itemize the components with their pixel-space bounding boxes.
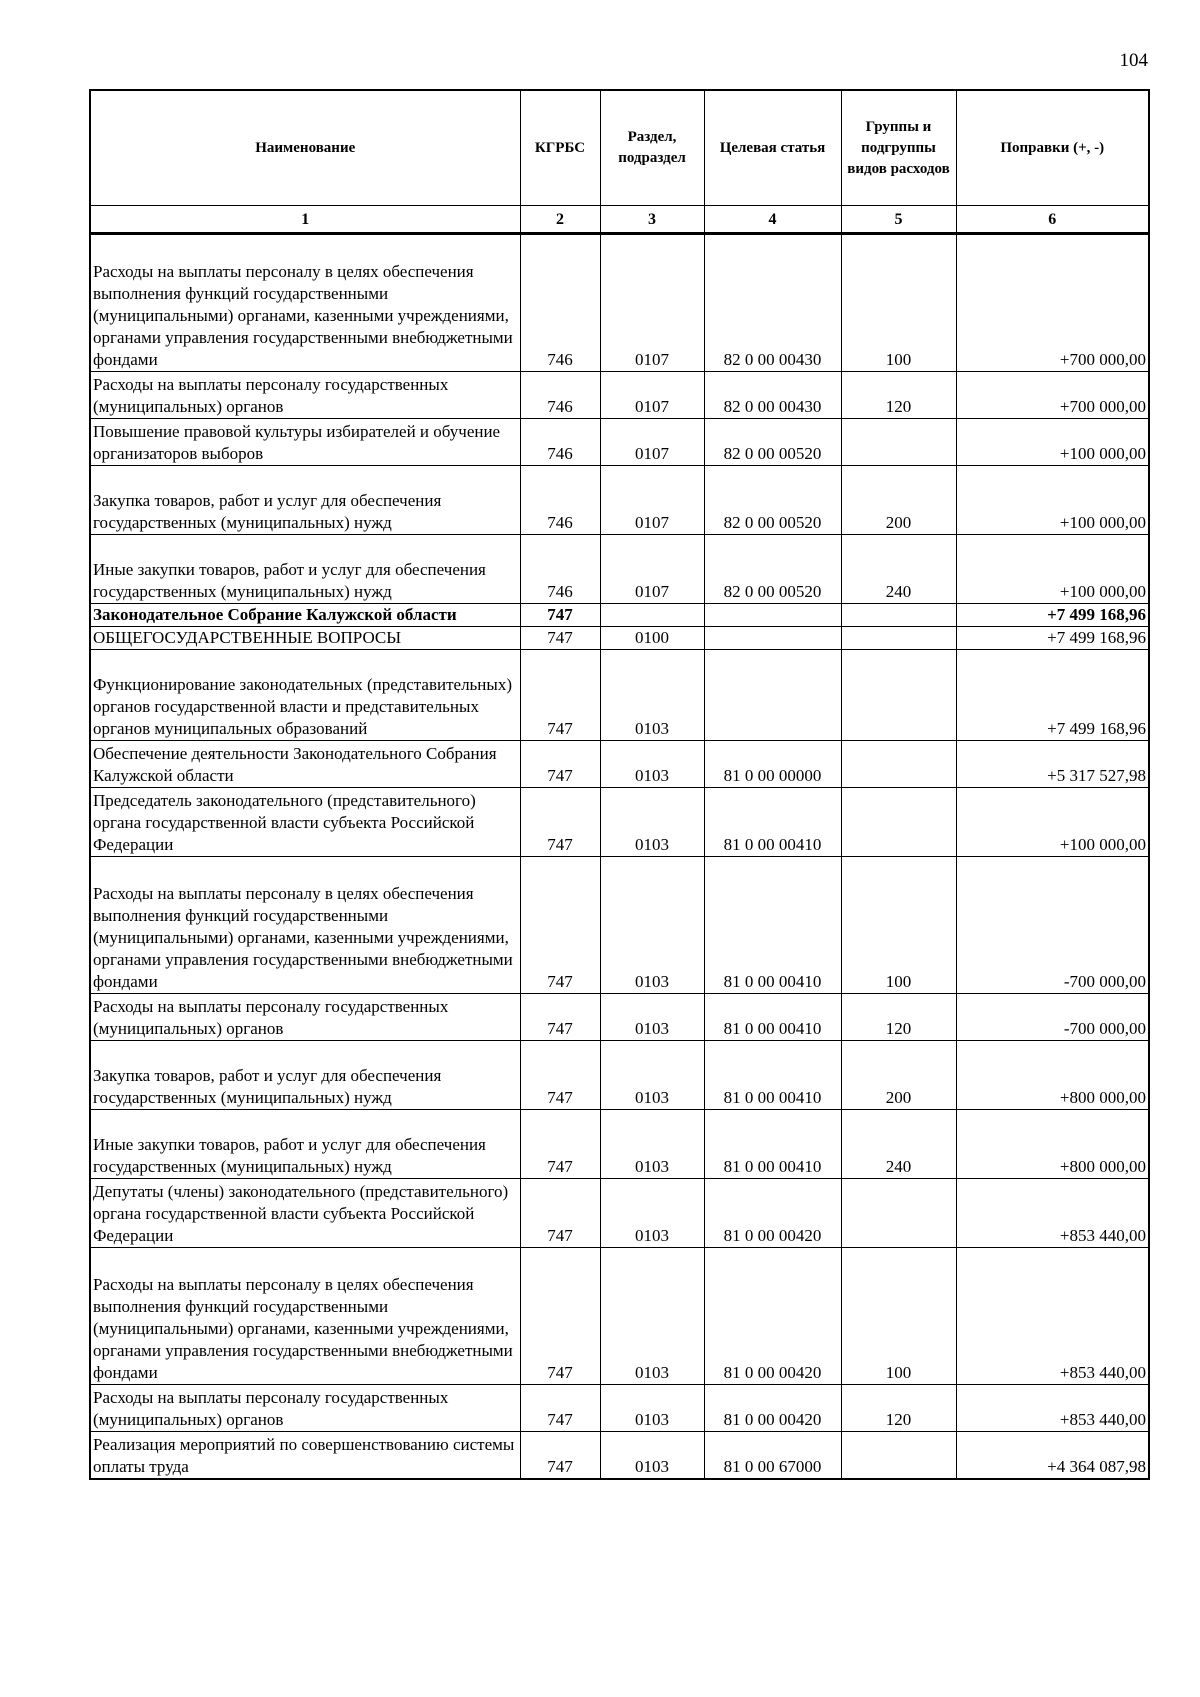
- table-row: [90, 535, 1149, 604]
- row-kgrbs: 747: [520, 788, 600, 857]
- header-razdel: Раздел, подраздел: [600, 90, 704, 206]
- row-kgrbs: 747: [520, 1110, 600, 1179]
- table-row: [90, 1248, 1149, 1385]
- row-kgrbs: 747: [520, 857, 600, 994]
- table-row: [90, 994, 1149, 1041]
- column-number: 5: [841, 206, 956, 234]
- row-kgrbs: 747: [520, 1041, 600, 1110]
- row-amount: +853 440,00: [956, 1385, 1149, 1432]
- row-amount: +7 499 168,96: [956, 604, 1149, 627]
- row-razdel: 0103: [600, 1041, 704, 1110]
- row-amount: +100 000,00: [956, 535, 1149, 604]
- row-amount: +100 000,00: [956, 419, 1149, 466]
- row-amount: +4 364 087,98: [956, 1432, 1149, 1480]
- row-amount: +100 000,00: [956, 788, 1149, 857]
- row-expense-group: [841, 741, 956, 788]
- row-target-article: 81 0 00 00410: [704, 994, 841, 1041]
- row-name: ОБЩЕГОСУДАРСТВЕННЫЕ ВОПРОСЫ: [90, 627, 520, 650]
- row-target-article: 81 0 00 00420: [704, 1248, 841, 1385]
- row-target-article: 82 0 00 00430: [704, 234, 841, 372]
- row-target-article: 82 0 00 00520: [704, 466, 841, 535]
- row-name: Повышение правовой культуры избирателей и обучение организаторов выборов: [90, 419, 520, 466]
- row-expense-group: 120: [841, 372, 956, 419]
- row-target-article: 81 0 00 00000: [704, 741, 841, 788]
- header-expense-group: Группы и подгруппы видов расходов: [841, 90, 956, 206]
- row-kgrbs: 746: [520, 419, 600, 466]
- row-razdel: 0107: [600, 234, 704, 372]
- row-amount: +853 440,00: [956, 1179, 1149, 1248]
- row-amount: +100 000,00: [956, 466, 1149, 535]
- row-razdel: 0103: [600, 741, 704, 788]
- table-row: [90, 1432, 1149, 1480]
- row-razdel: 0107: [600, 372, 704, 419]
- table-row: [90, 741, 1149, 788]
- row-name: Расходы на выплаты персоналу государственных (муниципальных) органов: [90, 372, 520, 419]
- table-row: [90, 788, 1149, 857]
- row-name: Расходы на выплаты персоналу государственных (муниципальных) органов: [90, 994, 520, 1041]
- row-name: Закупка товаров, работ и услуг для обеспечения государственных (муниципальных) нужд: [90, 466, 520, 535]
- table-row: [90, 466, 1149, 535]
- row-kgrbs: 746: [520, 535, 600, 604]
- row-target-article: 81 0 00 00420: [704, 1179, 841, 1248]
- column-number: 3: [600, 206, 704, 234]
- row-amount: +800 000,00: [956, 1110, 1149, 1179]
- row-expense-group: [841, 604, 956, 627]
- table-row: [90, 627, 1149, 650]
- row-expense-group: 100: [841, 1248, 956, 1385]
- row-razdel: 0103: [600, 1248, 704, 1385]
- column-number: 4: [704, 206, 841, 234]
- row-amount: +800 000,00: [956, 1041, 1149, 1110]
- row-name: Иные закупки товаров, работ и услуг для обеспечения государственных (муниципальных) нужд: [90, 535, 520, 604]
- row-kgrbs: 747: [520, 1385, 600, 1432]
- column-number: 1: [90, 206, 520, 234]
- table-row: [90, 604, 1149, 627]
- row-amount: -700 000,00: [956, 994, 1149, 1041]
- row-razdel: 0107: [600, 466, 704, 535]
- row-target-article: 81 0 00 00410: [704, 1041, 841, 1110]
- row-amount: +7 499 168,96: [956, 627, 1149, 650]
- row-expense-group: [841, 650, 956, 741]
- row-target-article: 82 0 00 00520: [704, 419, 841, 466]
- row-name: Расходы на выплаты персоналу в целях обеспечения выполнения функций государственными (муниципальными) органами, казенными учреждениями, органами управления государственными внебюджетными фондами: [90, 857, 520, 994]
- table-row: [90, 1385, 1149, 1432]
- row-target-article: 81 0 00 00410: [704, 788, 841, 857]
- row-target-article: 81 0 00 00420: [704, 1385, 841, 1432]
- budget-amendments-table: [89, 89, 1150, 1480]
- column-number-row: [90, 206, 1149, 234]
- row-expense-group: 120: [841, 994, 956, 1041]
- row-name: Реализация мероприятий по совершенствованию системы оплаты труда: [90, 1432, 520, 1480]
- column-number: 2: [520, 206, 600, 234]
- page-number: 104: [1119, 50, 1148, 71]
- row-expense-group: [841, 1179, 956, 1248]
- row-expense-group: [841, 627, 956, 650]
- row-name: Расходы на выплаты персоналу в целях обеспечения выполнения функций государственными (муниципальными) органами, казенными учреждениями, органами управления государственными внебюджетными фондами: [90, 1248, 520, 1385]
- table-row: [90, 857, 1149, 994]
- row-kgrbs: 747: [520, 604, 600, 627]
- table-row: [90, 234, 1149, 372]
- row-name: Председатель законодательного (представительного) органа государственной власти субъекта Российской Федерации: [90, 788, 520, 857]
- row-target-article: 81 0 00 00410: [704, 1110, 841, 1179]
- row-target-article: [704, 604, 841, 627]
- table-row: [90, 1041, 1149, 1110]
- row-expense-group: 120: [841, 1385, 956, 1432]
- row-kgrbs: 747: [520, 627, 600, 650]
- row-name: Расходы на выплаты персоналу государственных (муниципальных) органов: [90, 1385, 520, 1432]
- row-kgrbs: 747: [520, 650, 600, 741]
- row-amount: +5 317 527,98: [956, 741, 1149, 788]
- row-kgrbs: 747: [520, 1432, 600, 1480]
- row-expense-group: 240: [841, 535, 956, 604]
- row-kgrbs: 747: [520, 994, 600, 1041]
- row-razdel: [600, 604, 704, 627]
- row-razdel: 0103: [600, 857, 704, 994]
- row-razdel: 0103: [600, 1110, 704, 1179]
- row-target-article: 81 0 00 00410: [704, 857, 841, 994]
- row-kgrbs: 747: [520, 1248, 600, 1385]
- row-expense-group: [841, 1432, 956, 1480]
- row-expense-group: 100: [841, 234, 956, 372]
- row-kgrbs: 746: [520, 466, 600, 535]
- header-amendments: Поправки (+, -): [956, 90, 1149, 206]
- row-amount: +7 499 168,96: [956, 650, 1149, 741]
- row-kgrbs: 747: [520, 741, 600, 788]
- row-target-article: 82 0 00 00430: [704, 372, 841, 419]
- row-razdel: 0107: [600, 535, 704, 604]
- header-name: Наименование: [90, 90, 520, 206]
- row-kgrbs: 747: [520, 1179, 600, 1248]
- row-target-article: 82 0 00 00520: [704, 535, 841, 604]
- row-name: Законодательное Собрание Калужской области: [90, 604, 520, 627]
- row-kgrbs: 746: [520, 234, 600, 372]
- row-target-article: [704, 650, 841, 741]
- row-expense-group: 200: [841, 466, 956, 535]
- row-expense-group: [841, 788, 956, 857]
- table-row: [90, 372, 1149, 419]
- row-razdel: 0103: [600, 1179, 704, 1248]
- row-razdel: 0107: [600, 419, 704, 466]
- row-amount: +853 440,00: [956, 1248, 1149, 1385]
- table-row: [90, 419, 1149, 466]
- row-razdel: 0100: [600, 627, 704, 650]
- row-amount: +700 000,00: [956, 372, 1149, 419]
- row-razdel: 0103: [600, 788, 704, 857]
- row-name: Обеспечение деятельности Законодательного Собрания Калужской области: [90, 741, 520, 788]
- row-expense-group: 100: [841, 857, 956, 994]
- row-amount: -700 000,00: [956, 857, 1149, 994]
- column-number: 6: [956, 206, 1149, 234]
- header-kgrbs: КГРБС: [520, 90, 600, 206]
- row-name: Расходы на выплаты персоналу в целях обеспечения выполнения функций государственными (муниципальными) органами, казенными учреждениями, органами управления государственными внебюджетными фондами: [90, 234, 520, 372]
- table-row: [90, 1179, 1149, 1248]
- table-row: [90, 650, 1149, 741]
- table-row: [90, 1110, 1149, 1179]
- row-razdel: 0103: [600, 1385, 704, 1432]
- row-razdel: 0103: [600, 650, 704, 741]
- row-kgrbs: 746: [520, 372, 600, 419]
- row-target-article: [704, 627, 841, 650]
- row-expense-group: 240: [841, 1110, 956, 1179]
- row-name: Иные закупки товаров, работ и услуг для обеспечения государственных (муниципальных) нужд: [90, 1110, 520, 1179]
- row-razdel: 0103: [600, 994, 704, 1041]
- row-razdel: 0103: [600, 1432, 704, 1480]
- row-name: Закупка товаров, работ и услуг для обеспечения государственных (муниципальных) нужд: [90, 1041, 520, 1110]
- table-body: [90, 234, 1149, 1480]
- row-amount: +700 000,00: [956, 234, 1149, 372]
- row-expense-group: [841, 419, 956, 466]
- row-name: Функционирование законодательных (представительных) органов государственной власти и представительных органов муниципальных образований: [90, 650, 520, 741]
- row-expense-group: 200: [841, 1041, 956, 1110]
- row-name: Депутаты (члены) законодательного (представительного) органа государственной власти субъекта Российской Федерации: [90, 1179, 520, 1248]
- header-target-article: Целевая статья: [704, 90, 841, 206]
- table-header-row: [90, 90, 1149, 206]
- row-target-article: 81 0 00 67000: [704, 1432, 841, 1480]
